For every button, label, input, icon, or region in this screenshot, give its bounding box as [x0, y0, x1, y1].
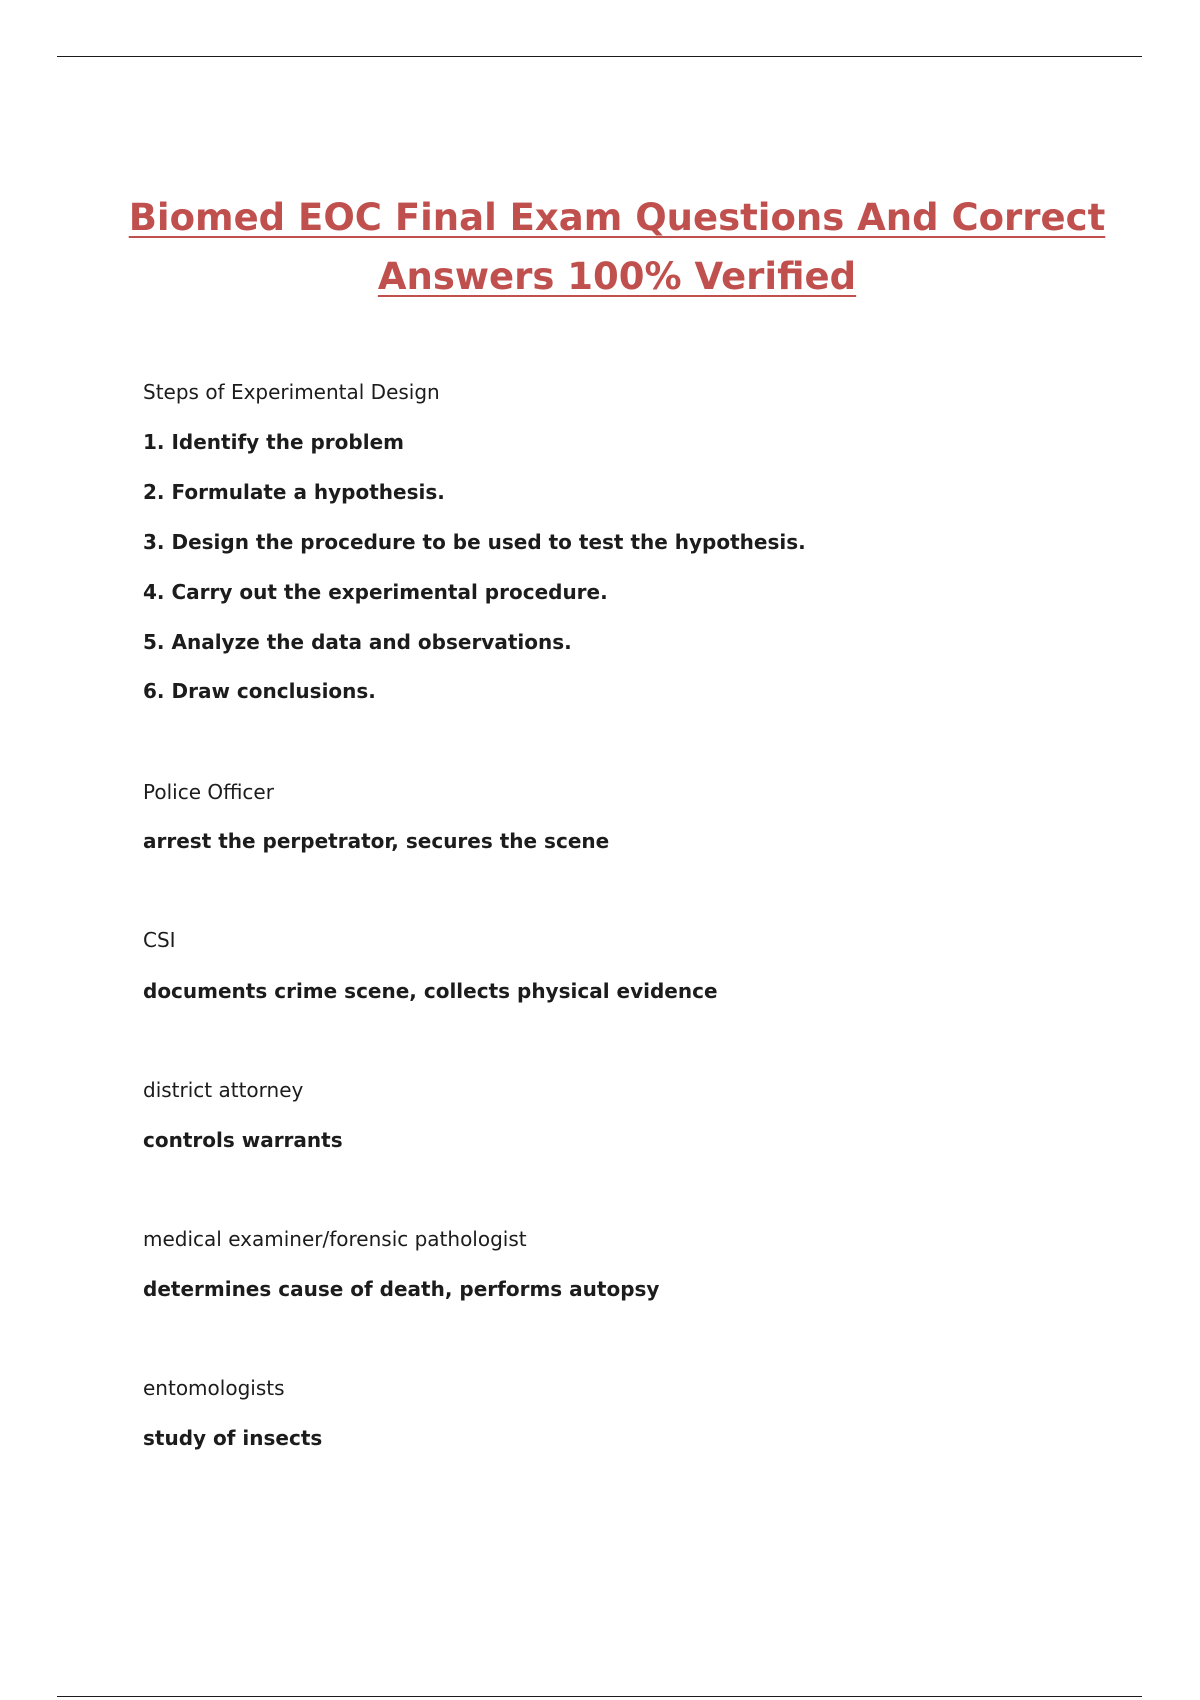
- qa-definition: documents crime scene, collects physical evidence: [143, 979, 718, 1003]
- qa-term: medical examiner/forensic pathologist: [143, 1227, 527, 1251]
- qa-definition: arrest the perpetrator, secures the scene: [143, 829, 610, 853]
- step-item: 1. Identify the problem: [143, 430, 404, 454]
- qa-definition: study of insects: [143, 1426, 323, 1450]
- qa-term: entomologists: [143, 1376, 285, 1400]
- qa-term: Police Officer: [143, 780, 274, 804]
- qa-term: district attorney: [143, 1078, 304, 1102]
- qa-definition: controls warrants: [143, 1128, 343, 1152]
- step-item: 5. Analyze the data and observations.: [143, 630, 572, 654]
- bottom-divider: [57, 1696, 1142, 1697]
- step-item: 2. Formulate a hypothesis.: [143, 480, 445, 504]
- document-title: [60, 188, 1174, 306]
- steps-heading: Steps of Experimental Design: [143, 380, 440, 404]
- title-line-1: Biomed EOC Final Exam Questions And Correct: [128, 196, 1106, 239]
- top-divider: [57, 56, 1142, 57]
- step-item: 3. Design the procedure to be used to test the hypothesis.: [143, 530, 806, 554]
- qa-term: CSI: [143, 928, 176, 952]
- title-line-2: Answers 100% Verified: [377, 255, 857, 298]
- step-item: 6. Draw conclusions.: [143, 679, 376, 703]
- qa-definition: determines cause of death, performs autopsy: [143, 1277, 660, 1301]
- step-item: 4. Carry out the experimental procedure.: [143, 580, 608, 604]
